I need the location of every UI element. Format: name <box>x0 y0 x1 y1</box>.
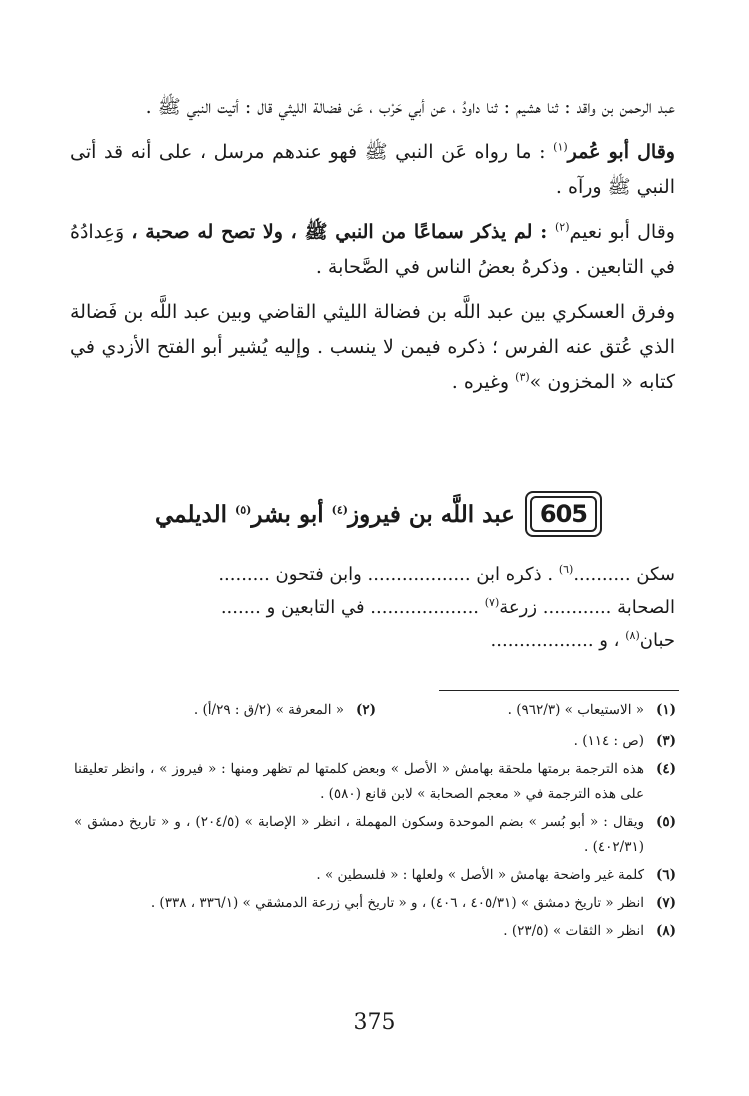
footnote-ref-3: (٣) <box>515 370 530 384</box>
footnote-4 <box>74 757 676 807</box>
footnote-2-number: (٢) <box>355 702 376 718</box>
paragraph-3-text: وَعِدادُهُ في التابعين . وذكرهُ بعضُ الناس في الصَّحابة . <box>70 221 675 278</box>
paragraph-3 <box>70 215 675 285</box>
footnote-ref-2: (٢) <box>555 220 570 234</box>
page-number: 375 <box>353 1010 396 1035</box>
paragraph-3-bold: : لم يذكر سماعًا من النبي ﷺ ، ولا تصح له صحبة ، <box>131 221 555 243</box>
paragraph-2 <box>70 135 675 205</box>
footnote-7-text: انظر « تاريخ دمشق » (٤٠٥/٣١ ، ٤٠٦) ، و « تاريخ أبي زرعة الدمشقي » (٣٣٦/١ ، ٣٣٨) . <box>150 895 644 911</box>
footnote-3-text: (ص : ١١٤) . <box>573 733 644 749</box>
footnote-4-text: هذه الترجمة برمتها ملحقة بهامش « الأصل » وبعض كلمتها لم تظهر ومنها : « فيروز » ، وانظر تعليقنا على هذه الترجمة في « معجم الصحابة » لابن قانع (٥٨٠) . <box>74 761 644 802</box>
footnote-3-number: (٣) <box>655 733 676 749</box>
footnote-2-text: « المعرفة » (٢/ق : ٢٩/أ) . <box>193 702 344 718</box>
footnote-separator <box>439 690 679 691</box>
footnote-7-number: (٧) <box>655 895 676 911</box>
dotted-line-3-start: حبان <box>639 630 675 651</box>
dotted-lines <box>70 558 675 657</box>
footnote-1-text: « الاستيعاب » (٩٦٢/٣) . <box>507 702 644 718</box>
footnote-1-number: (١) <box>655 702 676 718</box>
entry-title <box>155 501 515 528</box>
dotted-line-3 <box>70 624 675 657</box>
paragraph-4-text: وفرق العسكري بين عبد اللَّه بن فضالة الليثي القاضي وبين عبد اللَّه بن فَضالة الذي عُتق عنه الفرس ؛ ذكره فيمن لا ينسب . وإليه يُشير أبو الفتح الأزدي في كتابه « المخزون » <box>70 301 675 393</box>
entry-title-kunya: أبو بشر <box>251 500 332 528</box>
footnote-8-number: (٨) <box>655 923 676 939</box>
dotted-line-1-start: سكن .......... <box>573 564 675 585</box>
paragraph-2-bold: وقال أبو عُمر <box>567 141 675 163</box>
paragraph-1 <box>70 90 675 125</box>
footnote-7 <box>74 891 676 916</box>
footnote-8-text: انظر « الثقات » (٢٣/٥) . <box>503 923 644 939</box>
footnote-3 <box>74 729 676 754</box>
entry-number-box <box>525 491 602 537</box>
footnote-5 <box>74 810 676 860</box>
footnote-8 <box>74 919 676 944</box>
footnote-6 <box>74 863 676 888</box>
dotted-line-1 <box>70 558 675 591</box>
paragraph-3-start: وقال أبو نعيم <box>569 221 675 243</box>
footnote-1 <box>376 698 676 723</box>
footnote-ref-8: (٨) <box>625 629 640 642</box>
footnote-4-number: (٤) <box>655 761 676 777</box>
paragraph-4 <box>70 295 675 400</box>
footnote-6-text: كلمة غير واضحة بهامش « الأصل » ولعلها : « فلسطين » . <box>316 867 644 883</box>
footnote-ref-4: (٤) <box>331 502 349 516</box>
footnote-5-number: (٥) <box>655 814 676 830</box>
entry-title-nisba: الديلمي <box>155 500 235 528</box>
dotted-line-2 <box>70 591 675 624</box>
footnotes <box>74 698 676 947</box>
footnote-ref-1: (١) <box>553 140 568 154</box>
dotted-line-3-rest: ، و .................. <box>490 630 626 651</box>
footnote-6-number: (٦) <box>655 867 676 883</box>
paragraph-1-text: عبد الرحمن بن واقد : ثنا هشيم : ثنا داودُ ، عن أبي حَرْب ، عَن فضالة الليثي قال : أتيت النبي ﷺ . <box>145 96 675 118</box>
footnote-ref-5: (٥) <box>234 502 252 516</box>
paragraph-2-text: : ما رواه عَن النبي ﷺ فهو عندهم مرسل ، على أنه قد أتى النبي ﷺ ورآه . <box>70 141 675 198</box>
entry-title-name: عبد اللَّه بن فيروز <box>348 500 515 528</box>
footnote-row-1-2 <box>74 698 676 726</box>
entry-heading <box>76 486 681 542</box>
footnote-ref-7: (٧) <box>484 596 500 609</box>
footnote-5-text: ويقال : « أبو بُسر » بضم الموحدة وسكون المهملة ، انظر « الإصابة » (٢٠٤/٥) ، و « تاريخ دمشق » (٤٠٢/٣١) . <box>74 814 644 855</box>
entry-number: 605 <box>530 496 597 532</box>
footnote-2 <box>74 698 376 723</box>
dotted-line-2-start: الصحابة ............ زرعة <box>499 597 675 618</box>
paragraph-4-end: وغيره . <box>451 371 516 393</box>
footnote-ref-6: (٦) <box>558 563 574 576</box>
dotted-line-1-rest: . ذكره ابن .................. وابن فتحون ......... <box>218 564 559 585</box>
dotted-line-2-rest: ................... في التابعين و ....... <box>220 597 485 618</box>
main-text <box>70 90 675 410</box>
